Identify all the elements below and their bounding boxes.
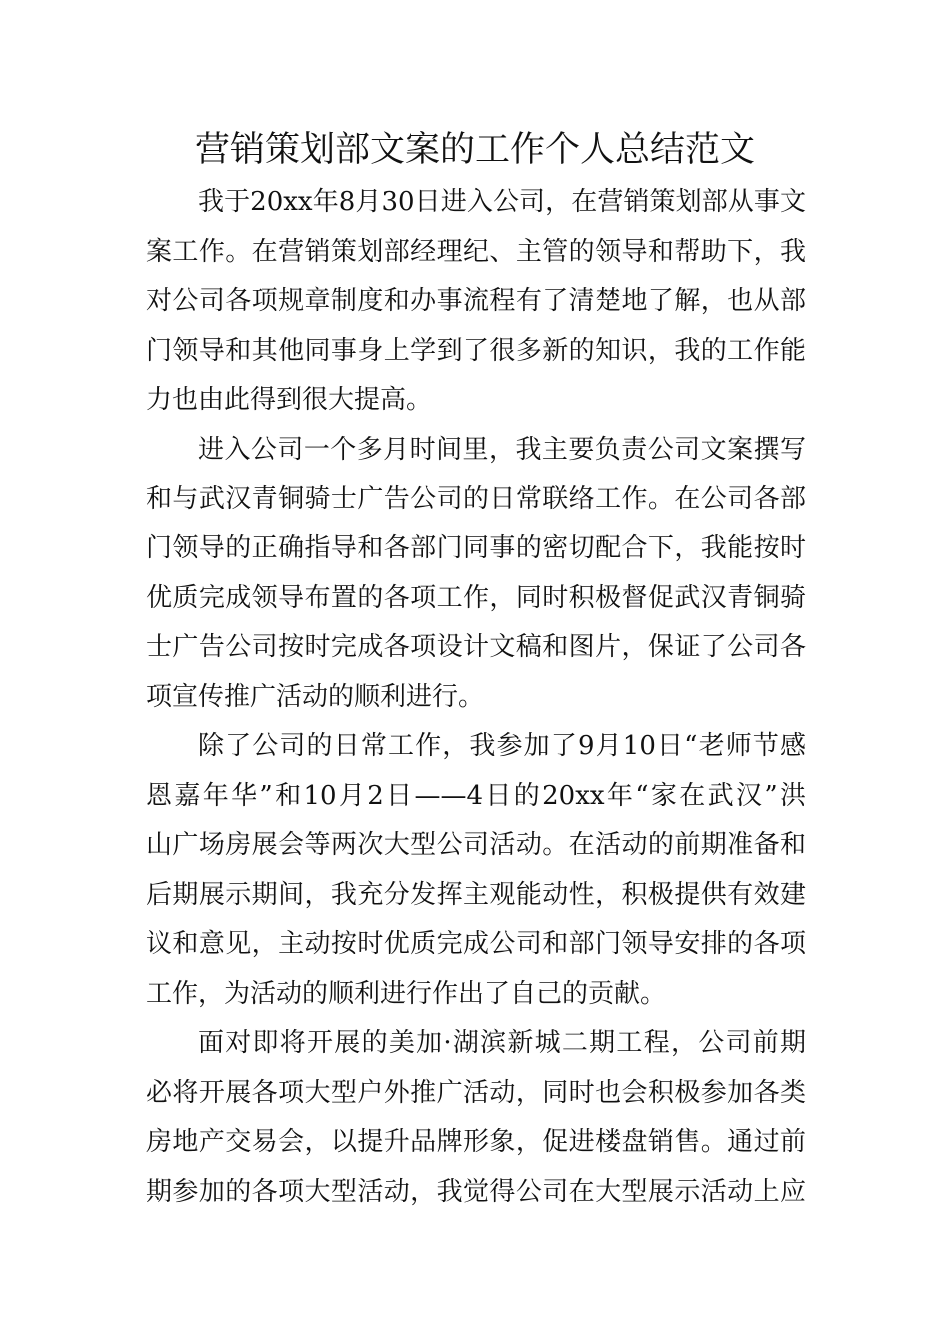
- paragraph-line: 房地产交易会，以提升品牌形象，促进楼盘销售。通过前: [146, 1127, 806, 1157]
- paragraph-line: 案工作。在营销策划部经理纪、主管的领导和帮助下，我: [146, 237, 806, 267]
- paragraph-line: 议和意见，主动按时优质完成公司和部门领导安排的各项: [146, 929, 806, 959]
- paragraph-line: 必将开展各项大型户外推广活动，同时也会积极参加各类: [146, 1078, 806, 1108]
- paragraph-line: 我于20xx年8月30日进入公司，在营销策划部从事文: [198, 187, 806, 217]
- paragraph-line: 项宣传推广活动的顺利进行。: [146, 682, 485, 712]
- paragraph-line: 力也由此得到很大提高。: [146, 385, 433, 415]
- paragraph-line: 后期展示期间，我充分发挥主观能动性，积极提供有效建: [146, 880, 806, 910]
- document-title: 营销策划部文案的工作个人总结范文: [194, 130, 755, 170]
- paragraph-line: 山广场房展会等两次大型公司活动。在活动的前期准备和: [146, 830, 806, 860]
- paragraph-line: 期参加的各项大型活动，我觉得公司在大型展示活动上应: [146, 1177, 806, 1207]
- paragraph-line: 门领导的正确指导和各部门同事的密切配合下，我能按时: [146, 533, 806, 563]
- paragraph-line: 恩嘉年华”和10月2日——4日的20xx年“家在武汉”洪: [146, 781, 806, 811]
- paragraph-line: 工作，为活动的顺利进行作出了自己的贡献。: [146, 979, 667, 1009]
- paragraph-line: 进入公司一个多月时间里，我主要负责公司文案撰写: [198, 435, 806, 465]
- paragraph-line: 面对即将开展的美加·湖滨新城二期工程，公司前期: [198, 1028, 806, 1058]
- paragraph-line: 和与武汉青铜骑士广告公司的日常联络工作。在公司各部: [146, 484, 806, 514]
- paragraph-line: 门领导和其他同事身上学到了很多新的知识，我的工作能: [146, 336, 806, 366]
- paragraph-line: 对公司各项规章制度和办事流程有了清楚地了解，也从部: [146, 286, 806, 316]
- paragraph-line: 除了公司的日常工作，我参加了9月10日“老师节感: [198, 731, 806, 761]
- paragraph-line: 优质完成领导布置的各项工作，同时积极督促武汉青铜骑: [146, 583, 806, 613]
- paragraph-line: 士广告公司按时完成各项设计文稿和图片，保证了公司各: [146, 632, 806, 662]
